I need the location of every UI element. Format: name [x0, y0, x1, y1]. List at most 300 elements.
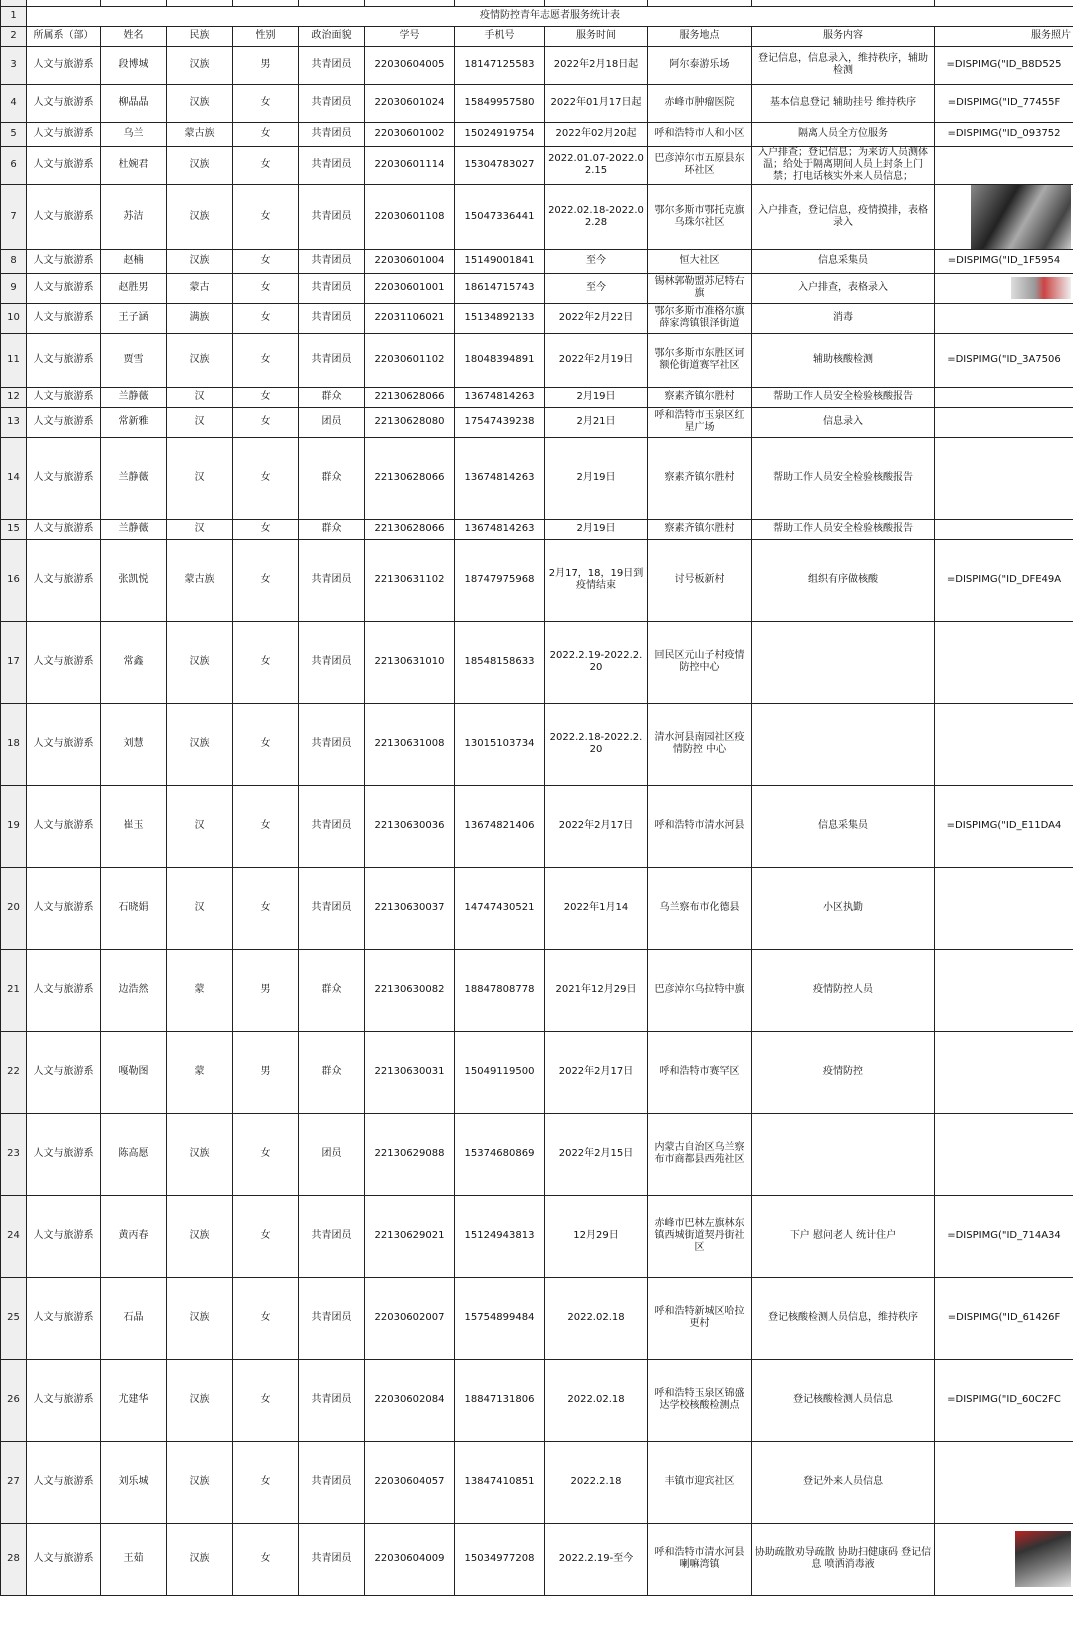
row-number[interactable]: 11 — [1, 333, 27, 387]
row-number[interactable]: 3 — [1, 46, 27, 84]
cell-content[interactable] — [752, 1113, 935, 1195]
cell-sid[interactable]: 22130628066 — [365, 437, 455, 519]
cell-pol[interactable]: 团员 — [299, 1113, 365, 1195]
cell-eth[interactable]: 汉 — [167, 519, 233, 539]
cell-dept[interactable]: 人文与旅游系 — [27, 84, 101, 122]
cell-photo[interactable]: =DISPIMG("ID_1F5954 — [935, 249, 1073, 273]
cell-pol[interactable]: 团员 — [299, 407, 365, 437]
cell-time[interactable]: 2月17，18，19日到疫情结束 — [545, 539, 648, 621]
cell-photo[interactable] — [935, 1441, 1073, 1523]
cell-phone[interactable]: 17547439238 — [455, 407, 545, 437]
cell-photo[interactable]: =DISPIMG("ID_60C2FC — [935, 1359, 1073, 1441]
cell-dept[interactable]: 人文与旅游系 — [27, 1195, 101, 1277]
cell-content[interactable]: 隔离人员全方位服务 — [752, 122, 935, 146]
row-number[interactable]: 14 — [1, 437, 27, 519]
header-cell[interactable]: 民族 — [167, 26, 233, 46]
cell-sid[interactable]: 22030601114 — [365, 146, 455, 184]
row-number[interactable]: 16 — [1, 539, 27, 621]
cell-place[interactable]: 乌兰察布市化德县 — [648, 867, 752, 949]
cell-time[interactable]: 2022.02.18 — [545, 1277, 648, 1359]
row-number[interactable]: 21 — [1, 949, 27, 1031]
cell-eth[interactable]: 蒙古 — [167, 273, 233, 303]
cell-content[interactable]: 消毒 — [752, 303, 935, 333]
cell-place[interactable]: 察素齐镇尔胜村 — [648, 387, 752, 407]
cell-phone[interactable]: 18048394891 — [455, 333, 545, 387]
row-number[interactable]: 13 — [1, 407, 27, 437]
cell-phone[interactable]: 18847808778 — [455, 949, 545, 1031]
cell-name[interactable]: 常鑫 — [101, 621, 167, 703]
cell-name[interactable]: 刘乐城 — [101, 1441, 167, 1523]
cell-place[interactable]: 鄂尔多斯市准格尔旗薛家湾镇银泽街道 — [648, 303, 752, 333]
cell-sex[interactable]: 女 — [233, 303, 299, 333]
cell-photo[interactable] — [935, 867, 1073, 949]
cell-sex[interactable]: 女 — [233, 437, 299, 519]
cell-sid[interactable]: 22130629021 — [365, 1195, 455, 1277]
cell-pol[interactable]: 共青团员 — [299, 539, 365, 621]
cell-eth[interactable]: 汉 — [167, 867, 233, 949]
cell-sid[interactable]: 22030601004 — [365, 249, 455, 273]
service-photo-image[interactable] — [1015, 1531, 1071, 1587]
cell-pol[interactable]: 共青团员 — [299, 1359, 365, 1441]
cell-photo[interactable]: =DISPIMG("ID_61426F — [935, 1277, 1073, 1359]
cell-phone[interactable]: 15047336441 — [455, 184, 545, 249]
cell-name[interactable]: 柳晶晶 — [101, 84, 167, 122]
cell-pol[interactable]: 群众 — [299, 387, 365, 407]
cell-content[interactable]: 信息采集员 — [752, 785, 935, 867]
cell-phone[interactable]: 15034977208 — [455, 1523, 545, 1595]
cell-sid[interactable]: 22030601102 — [365, 333, 455, 387]
cell-photo[interactable] — [935, 703, 1073, 785]
cell-content[interactable]: 帮助工作人员安全检验核酸报告 — [752, 387, 935, 407]
cell-pol[interactable]: 共青团员 — [299, 785, 365, 867]
cell-pol[interactable]: 共青团员 — [299, 333, 365, 387]
cell-photo[interactable]: =DISPIMG("ID_093752 — [935, 122, 1073, 146]
cell-sid[interactable]: 22030604009 — [365, 1523, 455, 1595]
cell-place[interactable]: 呼和浩特市清水河县喇嘛湾镇 — [648, 1523, 752, 1595]
cell-sex[interactable]: 女 — [233, 273, 299, 303]
cell-time[interactable]: 2022年01月17日起 — [545, 84, 648, 122]
cell-sex[interactable]: 女 — [233, 703, 299, 785]
sheet-title[interactable]: 疫情防控青年志愿者服务统计表 — [27, 6, 1073, 26]
cell-time[interactable]: 2月19日 — [545, 387, 648, 407]
cell-sid[interactable]: 22030601024 — [365, 84, 455, 122]
cell-pol[interactable]: 共青团员 — [299, 184, 365, 249]
cell-photo[interactable] — [935, 407, 1073, 437]
cell-name[interactable]: 兰静薇 — [101, 519, 167, 539]
cell-place[interactable]: 恒大社区 — [648, 249, 752, 273]
cell-time[interactable]: 2022年2月22日 — [545, 303, 648, 333]
row-number[interactable]: 15 — [1, 519, 27, 539]
cell-eth[interactable]: 蒙古族 — [167, 122, 233, 146]
cell-photo[interactable] — [935, 184, 1073, 249]
cell-sex[interactable]: 女 — [233, 785, 299, 867]
header-cell[interactable]: 服务地点 — [648, 26, 752, 46]
cell-name[interactable]: 王子涵 — [101, 303, 167, 333]
cell-place[interactable]: 赤峰市肿瘤医院 — [648, 84, 752, 122]
cell-content[interactable]: 信息采集员 — [752, 249, 935, 273]
cell-dept[interactable]: 人文与旅游系 — [27, 407, 101, 437]
cell-pol[interactable]: 共青团员 — [299, 303, 365, 333]
cell-time[interactable]: 2022年2月17日 — [545, 1031, 648, 1113]
row-number[interactable]: 27 — [1, 1441, 27, 1523]
cell-place[interactable]: 巴彦淖尔市五原县东环社区 — [648, 146, 752, 184]
cell-time[interactable]: 2月21日 — [545, 407, 648, 437]
cell-content[interactable]: 疫情防控人员 — [752, 949, 935, 1031]
row-number[interactable]: 6 — [1, 146, 27, 184]
cell-phone[interactable]: 13674814263 — [455, 437, 545, 519]
cell-photo[interactable]: =DISPIMG("ID_E11DA4 — [935, 785, 1073, 867]
cell-sex[interactable]: 女 — [233, 122, 299, 146]
cell-place[interactable]: 锡林郭勒盟苏尼特右旗 — [648, 273, 752, 303]
cell-photo[interactable] — [935, 146, 1073, 184]
cell-dept[interactable]: 人文与旅游系 — [27, 703, 101, 785]
cell-sex[interactable]: 女 — [233, 539, 299, 621]
cell-sid[interactable]: 22130630031 — [365, 1031, 455, 1113]
cell-sid[interactable]: 22130630082 — [365, 949, 455, 1031]
row-number[interactable]: 18 — [1, 703, 27, 785]
cell-sex[interactable]: 女 — [233, 387, 299, 407]
cell-eth[interactable]: 汉族 — [167, 249, 233, 273]
row-number[interactable]: 2 — [1, 26, 27, 46]
cell-photo[interactable] — [935, 519, 1073, 539]
cell-sex[interactable]: 女 — [233, 1195, 299, 1277]
cell-pol[interactable]: 共青团员 — [299, 867, 365, 949]
service-photo-image[interactable] — [971, 185, 1071, 249]
cell-dept[interactable]: 人文与旅游系 — [27, 621, 101, 703]
cell-name[interactable]: 赵楠 — [101, 249, 167, 273]
cell-sid[interactable]: 22130631102 — [365, 539, 455, 621]
cell-place[interactable]: 赤峰市巴林左旗林东镇西城街道契丹街社区 — [648, 1195, 752, 1277]
cell-place[interactable]: 丰镇市迎宾社区 — [648, 1441, 752, 1523]
cell-content[interactable]: 信息录入 — [752, 407, 935, 437]
cell-dept[interactable]: 人文与旅游系 — [27, 184, 101, 249]
cell-time[interactable]: 2022年2月18日起 — [545, 46, 648, 84]
cell-eth[interactable]: 汉族 — [167, 1113, 233, 1195]
cell-content[interactable]: 入户排查，登记信息，疫情摸排，表格录入 — [752, 184, 935, 249]
row-number[interactable]: 12 — [1, 387, 27, 407]
row-number[interactable]: 8 — [1, 249, 27, 273]
cell-phone[interactable]: 15049119500 — [455, 1031, 545, 1113]
cell-content[interactable]: 小区执勤 — [752, 867, 935, 949]
cell-name[interactable]: 兰静薇 — [101, 437, 167, 519]
cell-place[interactable]: 察素齐镇尔胜村 — [648, 519, 752, 539]
cell-sex[interactable]: 男 — [233, 1031, 299, 1113]
cell-place[interactable]: 察素齐镇尔胜村 — [648, 437, 752, 519]
cell-phone[interactable]: 15754899484 — [455, 1277, 545, 1359]
cell-sid[interactable]: 22130630037 — [365, 867, 455, 949]
cell-name[interactable]: 尤建华 — [101, 1359, 167, 1441]
cell-time[interactable]: 2022.01.07-2022.02.15 — [545, 146, 648, 184]
cell-pol[interactable]: 群众 — [299, 519, 365, 539]
cell-name[interactable]: 杜婉君 — [101, 146, 167, 184]
cell-time[interactable]: 2022年2月19日 — [545, 333, 648, 387]
row-number[interactable]: 20 — [1, 867, 27, 949]
cell-photo[interactable] — [935, 949, 1073, 1031]
cell-dept[interactable]: 人文与旅游系 — [27, 949, 101, 1031]
cell-dept[interactable]: 人文与旅游系 — [27, 1359, 101, 1441]
cell-photo[interactable] — [935, 273, 1073, 303]
cell-dept[interactable]: 人文与旅游系 — [27, 303, 101, 333]
cell-photo[interactable]: =DISPIMG("ID_714A34 — [935, 1195, 1073, 1277]
cell-place[interactable]: 内蒙古自治区乌兰察布市商都县西苑社区 — [648, 1113, 752, 1195]
cell-eth[interactable]: 蒙 — [167, 1031, 233, 1113]
cell-name[interactable]: 刘慧 — [101, 703, 167, 785]
cell-place[interactable]: 呼和浩特市玉泉区红星广场 — [648, 407, 752, 437]
cell-name[interactable]: 崔玉 — [101, 785, 167, 867]
cell-photo[interactable] — [935, 1523, 1073, 1595]
cell-sid[interactable]: 22130629088 — [365, 1113, 455, 1195]
cell-pol[interactable]: 共青团员 — [299, 249, 365, 273]
cell-pol[interactable]: 共青团员 — [299, 1523, 365, 1595]
cell-content[interactable]: 组织有序做核酸 — [752, 539, 935, 621]
cell-content[interactable]: 疫情防控 — [752, 1031, 935, 1113]
row-number[interactable]: 19 — [1, 785, 27, 867]
cell-time[interactable]: 2022年2月17日 — [545, 785, 648, 867]
cell-sid[interactable]: 22130630036 — [365, 785, 455, 867]
cell-phone[interactable]: 13674821406 — [455, 785, 545, 867]
cell-dept[interactable]: 人文与旅游系 — [27, 387, 101, 407]
header-cell[interactable]: 所属系（部） — [27, 26, 101, 46]
cell-content[interactable]: 登记核酸检测人员信息 — [752, 1359, 935, 1441]
row-number[interactable]: 23 — [1, 1113, 27, 1195]
cell-place[interactable]: 呼和浩特玉泉区锦盛达学校核酸检测点 — [648, 1359, 752, 1441]
row-number[interactable]: 24 — [1, 1195, 27, 1277]
cell-pol[interactable]: 共青团员 — [299, 621, 365, 703]
cell-phone[interactable]: 15374680869 — [455, 1113, 545, 1195]
cell-place[interactable]: 阿尔泰游乐场 — [648, 46, 752, 84]
cell-pol[interactable]: 群众 — [299, 1031, 365, 1113]
cell-sid[interactable]: 22031106021 — [365, 303, 455, 333]
cell-dept[interactable]: 人文与旅游系 — [27, 146, 101, 184]
header-cell[interactable]: 手机号 — [455, 26, 545, 46]
cell-photo[interactable] — [935, 1113, 1073, 1195]
cell-dept[interactable]: 人文与旅游系 — [27, 519, 101, 539]
row-number[interactable]: 22 — [1, 1031, 27, 1113]
cell-sid[interactable]: 22030602007 — [365, 1277, 455, 1359]
cell-pol[interactable]: 共青团员 — [299, 703, 365, 785]
cell-name[interactable]: 赵胜男 — [101, 273, 167, 303]
cell-eth[interactable]: 汉族 — [167, 1359, 233, 1441]
cell-name[interactable]: 段博城 — [101, 46, 167, 84]
cell-time[interactable]: 2022.2.19-至今 — [545, 1523, 648, 1595]
cell-sex[interactable]: 女 — [233, 146, 299, 184]
cell-content[interactable]: 登记核酸检测人员信息，维持秩序 — [752, 1277, 935, 1359]
cell-place[interactable]: 清水河县南园社区疫情防控 中心 — [648, 703, 752, 785]
cell-eth[interactable]: 汉族 — [167, 46, 233, 84]
cell-place[interactable]: 呼和浩特市清水河县 — [648, 785, 752, 867]
cell-eth[interactable]: 汉 — [167, 387, 233, 407]
cell-dept[interactable]: 人文与旅游系 — [27, 785, 101, 867]
cell-dept[interactable]: 人文与旅游系 — [27, 437, 101, 519]
cell-time[interactable]: 12月29日 — [545, 1195, 648, 1277]
cell-sex[interactable]: 女 — [233, 249, 299, 273]
cell-sex[interactable]: 女 — [233, 1441, 299, 1523]
cell-sid[interactable]: 22130628066 — [365, 519, 455, 539]
cell-phone[interactable]: 15149001841 — [455, 249, 545, 273]
cell-name[interactable]: 常新雅 — [101, 407, 167, 437]
cell-eth[interactable]: 汉族 — [167, 84, 233, 122]
cell-phone[interactable]: 13847410851 — [455, 1441, 545, 1523]
cell-pol[interactable]: 共青团员 — [299, 84, 365, 122]
cell-dept[interactable]: 人文与旅游系 — [27, 1441, 101, 1523]
cell-eth[interactable]: 满族 — [167, 303, 233, 333]
cell-sex[interactable]: 女 — [233, 407, 299, 437]
cell-phone[interactable]: 18747975968 — [455, 539, 545, 621]
cell-dept[interactable]: 人文与旅游系 — [27, 1277, 101, 1359]
cell-dept[interactable]: 人文与旅游系 — [27, 273, 101, 303]
header-cell[interactable]: 服务时间 — [545, 26, 648, 46]
cell-name[interactable]: 王茹 — [101, 1523, 167, 1595]
cell-pol[interactable]: 共青团员 — [299, 1195, 365, 1277]
cell-eth[interactable]: 蒙古族 — [167, 539, 233, 621]
cell-phone[interactable]: 18548158633 — [455, 621, 545, 703]
cell-phone[interactable]: 15134892133 — [455, 303, 545, 333]
header-cell[interactable]: 姓名 — [101, 26, 167, 46]
cell-sid[interactable]: 22030601001 — [365, 273, 455, 303]
cell-eth[interactable]: 汉族 — [167, 1441, 233, 1523]
cell-dept[interactable]: 人文与旅游系 — [27, 867, 101, 949]
cell-sex[interactable]: 男 — [233, 949, 299, 1031]
cell-sid[interactable]: 22030602084 — [365, 1359, 455, 1441]
row-number[interactable]: 1 — [1, 6, 27, 26]
cell-time[interactable]: 2022.2.19-2022.2.20 — [545, 621, 648, 703]
cell-time[interactable]: 至今 — [545, 249, 648, 273]
cell-time[interactable]: 2022.02.18 — [545, 1359, 648, 1441]
cell-sex[interactable]: 女 — [233, 1113, 299, 1195]
cell-sid[interactable]: 22030604005 — [365, 46, 455, 84]
cell-name[interactable]: 陈高愿 — [101, 1113, 167, 1195]
row-number[interactable]: 26 — [1, 1359, 27, 1441]
cell-phone[interactable]: 15849957580 — [455, 84, 545, 122]
header-cell[interactable]: 性别 — [233, 26, 299, 46]
cell-phone[interactable]: 13015103734 — [455, 703, 545, 785]
cell-content[interactable]: 基本信息登记 辅助挂号 维持秩序 — [752, 84, 935, 122]
cell-photo[interactable] — [935, 437, 1073, 519]
cell-phone[interactable]: 18614715743 — [455, 273, 545, 303]
cell-photo[interactable]: =DISPIMG("ID_77455F — [935, 84, 1073, 122]
cell-eth[interactable]: 汉族 — [167, 1523, 233, 1595]
cell-time[interactable]: 2022年02月20起 — [545, 122, 648, 146]
header-cell[interactable]: 学号 — [365, 26, 455, 46]
cell-place[interactable]: 回民区元山子村疫情防控中心 — [648, 621, 752, 703]
cell-time[interactable]: 2022年2月15日 — [545, 1113, 648, 1195]
cell-place[interactable]: 呼和浩特市赛罕区 — [648, 1031, 752, 1113]
cell-eth[interactable]: 蒙 — [167, 949, 233, 1031]
cell-time[interactable]: 2022年1月14 — [545, 867, 648, 949]
cell-eth[interactable]: 汉族 — [167, 1277, 233, 1359]
cell-name[interactable]: 张凯悦 — [101, 539, 167, 621]
cell-content[interactable]: 辅助核酸检测 — [752, 333, 935, 387]
cell-place[interactable]: 呼和浩特新城区哈拉更村 — [648, 1277, 752, 1359]
cell-pol[interactable]: 共青团员 — [299, 46, 365, 84]
cell-eth[interactable]: 汉 — [167, 437, 233, 519]
cell-pol[interactable]: 群众 — [299, 949, 365, 1031]
cell-place[interactable]: 呼和浩特市人和小区 — [648, 122, 752, 146]
cell-sex[interactable]: 女 — [233, 867, 299, 949]
cell-sex[interactable]: 女 — [233, 1359, 299, 1441]
cell-name[interactable]: 兰静薇 — [101, 387, 167, 407]
cell-photo[interactable] — [935, 1031, 1073, 1113]
cell-eth[interactable]: 汉族 — [167, 146, 233, 184]
cell-sex[interactable]: 女 — [233, 1523, 299, 1595]
cell-eth[interactable]: 汉族 — [167, 184, 233, 249]
cell-phone[interactable]: 15024919754 — [455, 122, 545, 146]
cell-place[interactable]: 鄂尔多斯市鄂托克旗乌珠尔社区 — [648, 184, 752, 249]
cell-sid[interactable]: 22030601108 — [365, 184, 455, 249]
service-photo-image[interactable] — [1011, 277, 1071, 299]
cell-dept[interactable]: 人文与旅游系 — [27, 46, 101, 84]
row-number[interactable]: 25 — [1, 1277, 27, 1359]
cell-photo[interactable] — [935, 387, 1073, 407]
cell-dept[interactable]: 人文与旅游系 — [27, 249, 101, 273]
row-number[interactable]: 10 — [1, 303, 27, 333]
cell-name[interactable]: 嘎勒图 — [101, 1031, 167, 1113]
cell-sid[interactable]: 22130628066 — [365, 387, 455, 407]
cell-name[interactable]: 苏洁 — [101, 184, 167, 249]
cell-pol[interactable]: 共青团员 — [299, 1277, 365, 1359]
cell-phone[interactable]: 18847131806 — [455, 1359, 545, 1441]
cell-dept[interactable]: 人文与旅游系 — [27, 539, 101, 621]
cell-phone[interactable]: 13674814263 — [455, 387, 545, 407]
cell-time[interactable]: 2021年12月29日 — [545, 949, 648, 1031]
cell-phone[interactable]: 14747430521 — [455, 867, 545, 949]
cell-dept[interactable]: 人文与旅游系 — [27, 1031, 101, 1113]
cell-sex[interactable]: 女 — [233, 333, 299, 387]
cell-phone[interactable]: 13674814263 — [455, 519, 545, 539]
cell-dept[interactable]: 人文与旅游系 — [27, 333, 101, 387]
cell-sid[interactable]: 22130631010 — [365, 621, 455, 703]
cell-pol[interactable]: 共青团员 — [299, 273, 365, 303]
cell-time[interactable]: 2022.2.18 — [545, 1441, 648, 1523]
cell-name[interactable]: 石晶 — [101, 1277, 167, 1359]
cell-photo[interactable] — [935, 621, 1073, 703]
cell-dept[interactable]: 人文与旅游系 — [27, 122, 101, 146]
cell-eth[interactable]: 汉 — [167, 407, 233, 437]
cell-place[interactable]: 巴彦淖尔乌拉特中旗 — [648, 949, 752, 1031]
cell-content[interactable]: 帮助工作人员安全检验核酸报告 — [752, 437, 935, 519]
cell-photo[interactable] — [935, 303, 1073, 333]
cell-time[interactable]: 至今 — [545, 273, 648, 303]
cell-name[interactable]: 贾雪 — [101, 333, 167, 387]
row-number[interactable]: 4 — [1, 84, 27, 122]
row-number[interactable]: 7 — [1, 184, 27, 249]
cell-pol[interactable]: 群众 — [299, 437, 365, 519]
cell-pol[interactable]: 共青团员 — [299, 122, 365, 146]
cell-phone[interactable]: 18147125583 — [455, 46, 545, 84]
cell-content[interactable] — [752, 621, 935, 703]
cell-content[interactable]: 帮助工作人员安全检验核酸报告 — [752, 519, 935, 539]
cell-time[interactable]: 2月19日 — [545, 519, 648, 539]
cell-sid[interactable]: 22030601002 — [365, 122, 455, 146]
cell-photo[interactable]: =DISPIMG("ID_3A7506 — [935, 333, 1073, 387]
cell-dept[interactable]: 人文与旅游系 — [27, 1113, 101, 1195]
cell-phone[interactable]: 15304783027 — [455, 146, 545, 184]
header-cell[interactable]: 服务内容 — [752, 26, 935, 46]
cell-content[interactable]: 登记信息，信息录入，维持秩序，辅助检测 — [752, 46, 935, 84]
cell-content[interactable] — [752, 703, 935, 785]
cell-eth[interactable]: 汉族 — [167, 621, 233, 703]
cell-content[interactable]: 登记外来人员信息 — [752, 1441, 935, 1523]
cell-photo[interactable]: =DISPIMG("ID_DFE49A — [935, 539, 1073, 621]
cell-photo[interactable]: =DISPIMG("ID_B8D525 — [935, 46, 1073, 84]
cell-place[interactable]: 鄂尔多斯市东胜区诃额伦街道赛罕社区 — [648, 333, 752, 387]
row-number[interactable]: 9 — [1, 273, 27, 303]
cell-name[interactable]: 边浩然 — [101, 949, 167, 1031]
cell-pol[interactable]: 共青团员 — [299, 146, 365, 184]
cell-name[interactable]: 乌兰 — [101, 122, 167, 146]
row-number[interactable]: 17 — [1, 621, 27, 703]
cell-place[interactable]: 讨号板新村 — [648, 539, 752, 621]
